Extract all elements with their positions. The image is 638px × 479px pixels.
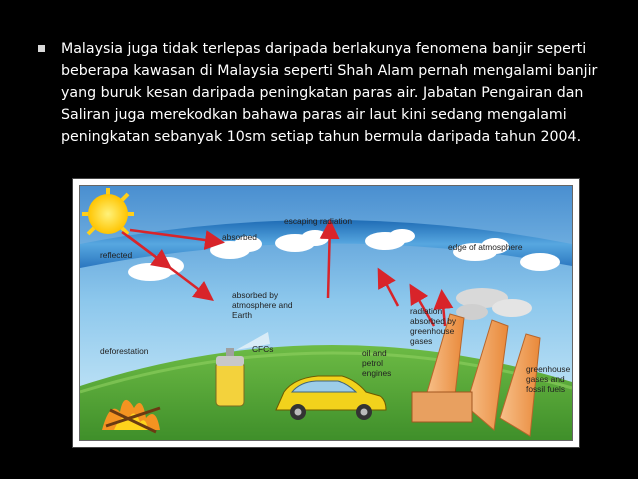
label-greenhouse-1: greenhouse [526, 364, 571, 374]
label-oil-1: oil and [362, 348, 387, 358]
label-reflected: reflected [100, 250, 133, 260]
label-oil-2: petrol [362, 358, 383, 368]
label-absorbed-by-2: atmosphere and [232, 300, 293, 310]
label-absorbed-by-3: Earth [232, 310, 253, 320]
label-greenhouse-3: fossil fuels [526, 384, 566, 394]
label-absorbed-by-1: absorbed by [232, 290, 279, 300]
label-oil-3: engines [362, 368, 392, 378]
diagram-svg [80, 186, 572, 440]
label-radiation-1: radiation [410, 306, 443, 316]
label-radiation-4: gases [410, 336, 433, 346]
label-cfcs: CFCs [252, 344, 274, 354]
label-edge-of-atmosphere: edge of atmosphere [448, 242, 523, 252]
bullet-square-icon [38, 45, 45, 52]
label-escaping-radiation: escaping radiation [284, 216, 352, 226]
label-radiation-3: greenhouse [410, 326, 455, 336]
label-deforestation: deforestation [100, 346, 149, 356]
label-greenhouse-2: gases and [526, 374, 565, 384]
label-absorbed: absorbed [222, 232, 257, 242]
label-radiation-2: absorbed by [410, 316, 457, 326]
bullet-text: Malaysia juga tidak terlepas daripada berlakunya fenomena banjir seperti beberapa kawasan di Malaysia seperti Shah Alam pernah mengalami banjir yang buruk kesan daripada peningkatan paras air. Jabatan Pengairan dan Saliran juga merekodkan bahawa paras air laut kini sedang mengalami peningkatan sebanyak 10sm setiap tahun bermula daripada tahun 2004. [61, 41, 598, 145]
greenhouse-diagram-frame [72, 178, 580, 448]
greenhouse-diagram [79, 185, 573, 441]
